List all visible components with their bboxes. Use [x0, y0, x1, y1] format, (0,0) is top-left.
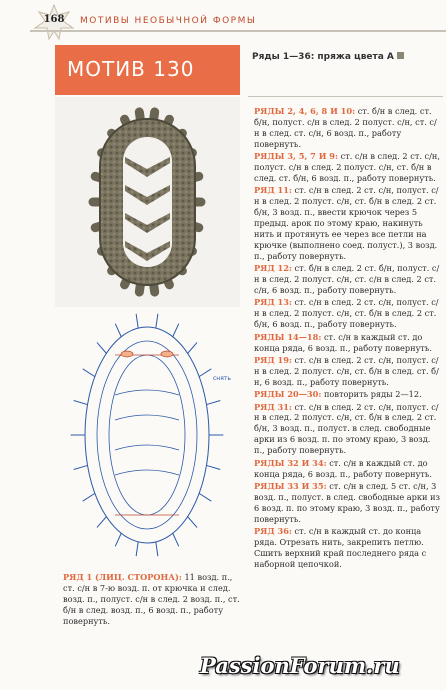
- yarn-note-text: Ряды 1—36: пряжа цвета А: [252, 52, 394, 62]
- row-label: РЯД 36:: [254, 526, 292, 537]
- row-label: РЯД 31:: [254, 401, 292, 412]
- row-label: РЯД 13:: [254, 297, 292, 308]
- chart-label: снять: [213, 375, 231, 382]
- petal: [115, 533, 121, 546]
- instruction-row: [254, 332, 440, 354]
- petal: [199, 369, 211, 377]
- row-text: ст. с/н в каждый ст. до конца ряда. Отрезать нить, закрепить петлю. Сшить верхний край последнего ряда с наборной цепочкой.: [254, 526, 427, 569]
- header-divider: [30, 30, 446, 32]
- row-label: РЯДЫ 32 И 34:: [254, 457, 327, 468]
- motif-title-box: [55, 45, 240, 95]
- row-label: РЯД 11:: [254, 185, 292, 196]
- petal: [188, 343, 197, 354]
- row-instructions: [254, 106, 440, 571]
- row-label: РЯДЫ 20—30:: [254, 389, 322, 400]
- instruction-row: [254, 263, 440, 296]
- row-text: ст. с/н в каждый ст. до конца ряда, 6 возд. п., работу повернуть.: [254, 457, 432, 479]
- watermark: PassionForum.ru: [200, 653, 400, 678]
- column-divider: [248, 96, 443, 97]
- row-text: ст. с/н в след. 2 ст. с/н, полуст. с/н в след. 2 полуст. с/н, ст. б/н в след. 2 ст. б/н, 3 возд. п., ввести крючок через 5 предыд. арок по этому краю, накинуть нить и протянуть ее через все петли на крючке (выполнено соед. полуст.), 3 возд. п., работу повернуть.: [254, 185, 439, 261]
- motif-photo: [55, 97, 240, 307]
- page-header: [0, 0, 446, 40]
- crochet-chart: [55, 310, 240, 560]
- row-text: 11 возд. п., ст. с/н в 7-ю возд. п. от крючка и след. возд. п., полуст. с/н в след. 2 возд. п., ст. б/н в след. возд. п., 6 возд. п., работу повернуть.: [63, 572, 240, 626]
- row-label: РЯДЫ 33 И 35:: [254, 480, 327, 491]
- petal: [97, 343, 106, 354]
- yarn-swatch: [397, 52, 404, 59]
- petal: [173, 324, 179, 337]
- instruction-row: [254, 185, 440, 261]
- petal: [74, 465, 87, 469]
- instruction-row: [254, 297, 440, 330]
- row-text: ст. б/н в след. ст. б/н, полуст. с/н в след. 2 полуст. с/н, ст. с/н в след. ст. с/н, 6 возд. п., работу повернуть.: [254, 106, 437, 149]
- petal: [83, 369, 95, 377]
- petal: [83, 493, 95, 501]
- row-label: РЯД 19:: [254, 354, 292, 365]
- instruction-row: [254, 402, 440, 457]
- row-label: РЯДЫ 2, 4, 6, 8 И 10:: [254, 106, 356, 116]
- row-1-instruction: [63, 572, 241, 628]
- row-text: ст. с/н в каждый ст. до конца ряда, 6 возд. п., работу повернуть.: [254, 331, 432, 353]
- instruction-row: [254, 526, 440, 570]
- instruction-row: [254, 481, 440, 525]
- page-number: 168: [43, 14, 65, 25]
- row-text: ст. с/н в след. 2 ст. с/н, полуст. с/н в след. 2 полуст. с/н, ст. б/н в след. 2 ст. б/н, 6 возд. п., работу повернуть.: [254, 297, 439, 330]
- row-text: ст. с/н в след. 2 ст. с/н, полуст. с/н в след. 2 полуст. с/н, ст. б/н в след. ст. б/н, 6 возд. п., работу повернуть.: [254, 354, 439, 387]
- yarn-note: [252, 52, 442, 62]
- row-label: РЯДЫ 14—18:: [254, 331, 322, 342]
- petal: [74, 401, 87, 405]
- petal: [115, 324, 121, 337]
- row-label: РЯД 12:: [254, 263, 292, 274]
- row-text: ст. с/н в след. 2 ст. с/н, полуст. с/н в след. 2 полуст. с/н, ст. б/н в след. ст. б/н, 6 возд. п., работу повернуть.: [254, 151, 440, 183]
- motif-title: МОТИВ 130: [67, 57, 195, 81]
- row-text: ст. с/н в след. 5 ст. с/н, 3 возд. п., полуст. в след. свободные арки из 6 возд. п. по этому краю, 3 возд. п., работу повернуть.: [254, 480, 440, 524]
- petal: [136, 314, 138, 328]
- row-text: повторить ряды 2—12.: [321, 389, 422, 400]
- petal: [206, 465, 219, 469]
- petal: [136, 542, 138, 556]
- instruction-row: [254, 151, 440, 184]
- instruction-row: [254, 355, 440, 388]
- petal: [206, 401, 219, 405]
- row-text: ст. б/н в след. 2 ст. б/н, полуст. с/н в след. 2 полуст. с/н, ст. с/н в след. 2 ст. с/н, 6 возд. п., работу повернуть.: [254, 263, 440, 295]
- petal: [156, 314, 158, 328]
- petal: [199, 493, 211, 501]
- petal: [97, 517, 106, 528]
- instruction-row: [254, 458, 440, 480]
- petal: [156, 542, 158, 556]
- row-label: РЯД 1 (ЛИЦ. СТОРОНА):: [63, 572, 182, 582]
- instruction-row: [254, 106, 440, 150]
- row-label: РЯДЫ 3, 5, 7 И 9:: [254, 151, 338, 162]
- instruction-row: [254, 389, 440, 400]
- running-title: МОТИВЫ НЕОБЫЧНОЙ ФОРМЫ: [80, 16, 257, 26]
- petal: [173, 533, 179, 546]
- petal: [188, 517, 197, 528]
- row-text: ст. с/н в след. 2 ст. с/н, полуст. с/н в след. 2 полуст. с/н, ст. б/н в след. 2 ст. б/н, 3 возд. п., полуст. в след. свободные арки из 6 возд. п. по этому краю, 3 возд. п., работу повернуть.: [254, 401, 439, 456]
